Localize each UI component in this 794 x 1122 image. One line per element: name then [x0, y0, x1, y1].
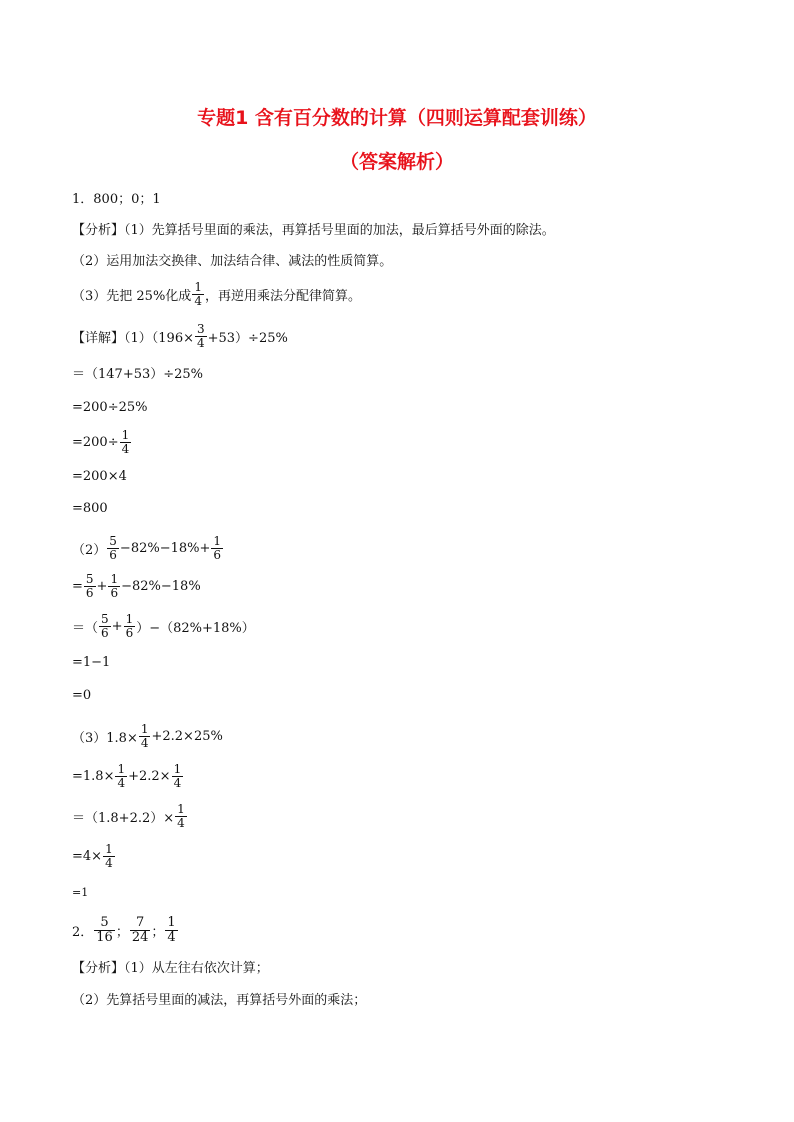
q2-answer — [72, 916, 179, 944]
fraction-denominator: 6 — [125, 625, 134, 640]
fraction-denominator: 6 — [213, 547, 222, 562]
fraction — [175, 803, 187, 830]
step — [72, 681, 91, 709]
step-text: −82%−18%+ — [119, 540, 211, 556]
step — [72, 722, 223, 750]
step — [72, 494, 108, 522]
step-text: ＝（147+53）÷25% — [72, 366, 204, 382]
fraction — [172, 763, 184, 790]
fraction-numerator: 1 — [117, 761, 126, 776]
step — [72, 393, 148, 421]
step — [72, 648, 110, 676]
fraction — [165, 916, 177, 945]
fraction — [84, 573, 96, 600]
step-text: =200÷ — [72, 434, 119, 450]
fraction — [107, 535, 119, 562]
fraction-numerator: 1 — [140, 721, 149, 736]
fraction-denominator: 4 — [196, 335, 205, 350]
fraction-numerator: 3 — [196, 321, 205, 336]
q1-analysis-2 — [72, 245, 392, 273]
q2-analysis-1-text: 【分析】（1）从左往右依次计算； — [72, 960, 269, 976]
fraction-denominator: 4 — [105, 855, 113, 870]
step-text: ＝（ — [72, 620, 99, 636]
fraction-numerator: 5 — [109, 533, 117, 548]
fraction-numerator: 1 — [173, 761, 182, 776]
step-text: ＝（1.8+2.2）× — [72, 810, 175, 826]
fraction-numerator: 1 — [213, 533, 222, 548]
page-subtitle: （答案解析） — [339, 151, 454, 173]
fraction — [103, 843, 115, 870]
step — [72, 612, 255, 640]
fraction-denominator: 16 — [96, 929, 113, 945]
step-text: =1.8× — [72, 768, 115, 784]
q2-analysis-2-text: （2）先算括号里面的减法，再算括号外面的乘法； — [72, 992, 367, 1008]
q1-detail-1 — [72, 322, 288, 350]
separator: ； — [115, 924, 129, 940]
fraction — [94, 916, 115, 945]
step — [72, 462, 127, 490]
q2-analysis-2 — [72, 984, 366, 1012]
fraction-denominator: 24 — [131, 929, 149, 945]
fraction — [108, 573, 120, 600]
step — [72, 572, 201, 600]
fraction-numerator: 5 — [85, 571, 94, 586]
step — [72, 428, 132, 456]
step — [72, 878, 88, 906]
fraction-denominator: 4 — [167, 929, 176, 945]
fraction-numerator: 1 — [177, 801, 185, 816]
step-text: =4× — [72, 848, 103, 864]
step-text: =0 — [72, 687, 92, 703]
fraction — [195, 323, 207, 350]
fraction-denominator: 4 — [121, 441, 130, 456]
page-title: 专题1 含有百分数的计算（四则运算配套训练） — [197, 107, 597, 129]
step — [72, 802, 188, 830]
fraction — [115, 763, 127, 790]
fraction — [192, 281, 204, 308]
step-text: （2） — [72, 542, 107, 558]
fraction-numerator: 1 — [105, 841, 113, 856]
q1-analysis-3-post: ，再逆用乘法分配律简算。 — [204, 288, 361, 304]
step-text: ）−（82%+18%） — [136, 620, 255, 636]
q1-answer — [72, 183, 161, 211]
fraction-denominator: 4 — [177, 815, 185, 830]
fraction-numerator: 1 — [110, 571, 119, 586]
fraction-denominator: 6 — [85, 585, 94, 600]
q2-number: 2． — [72, 924, 94, 940]
step-text: （3）1.8× — [72, 730, 138, 746]
fraction-numerator: 7 — [135, 914, 145, 930]
q1-analysis-2-text: （2）运用加法交换律、加法结合律、减法的性质简算。 — [72, 253, 393, 269]
fraction-numerator: 1 — [121, 427, 130, 442]
step — [72, 534, 224, 562]
fraction — [120, 429, 132, 456]
q1-analysis-3-pre: （3）先把 25%化成 — [72, 288, 192, 304]
fraction-denominator: 4 — [117, 775, 126, 790]
step — [72, 842, 116, 870]
step-text: = — [72, 578, 83, 594]
fraction-numerator: 5 — [101, 611, 109, 626]
fraction — [211, 535, 223, 562]
fraction — [124, 613, 136, 640]
fraction — [139, 723, 151, 750]
q1-answer-text: 1．800；0；1 — [72, 191, 161, 207]
fraction-numerator: 1 — [194, 279, 202, 294]
step-text: =1−1 — [72, 654, 111, 670]
fraction-denominator: 4 — [173, 775, 182, 790]
q1-analysis-1-text: 【分析】（1）先算括号里面的乘法，再算括号里面的加法，最后算括号外面的除法。 — [72, 222, 555, 238]
detail-1-post: +53）÷25% — [207, 330, 288, 346]
fraction — [130, 916, 151, 945]
step-text: =800 — [72, 500, 108, 516]
q1-analysis-1 — [72, 214, 555, 242]
fraction-denominator: 4 — [140, 735, 149, 750]
fraction-denominator: 6 — [109, 547, 117, 562]
fraction-numerator: 1 — [167, 914, 176, 930]
step-text: −82%−18% — [121, 578, 201, 594]
fraction-denominator: 4 — [194, 293, 202, 308]
step-text: + — [111, 618, 123, 634]
detail-label: 【详解】（1）（196× — [72, 330, 194, 346]
step — [72, 762, 184, 790]
fraction — [99, 613, 111, 640]
step-text: =200×4 — [72, 468, 127, 484]
step — [72, 358, 203, 386]
step-text: +2.2×25% — [151, 728, 223, 744]
q1-analysis-3 — [72, 280, 361, 308]
fraction-numerator: 1 — [125, 611, 134, 626]
q2-analysis-1 — [72, 952, 269, 980]
step-text: + — [96, 578, 108, 594]
fraction-numerator: 5 — [100, 914, 109, 930]
fraction-denominator: 6 — [101, 625, 109, 640]
step-text: =1 — [72, 885, 89, 899]
step-text: +2.2× — [128, 768, 171, 784]
fraction-denominator: 6 — [110, 585, 119, 600]
separator: ； — [151, 924, 165, 940]
step-text: =200÷25% — [72, 399, 148, 415]
